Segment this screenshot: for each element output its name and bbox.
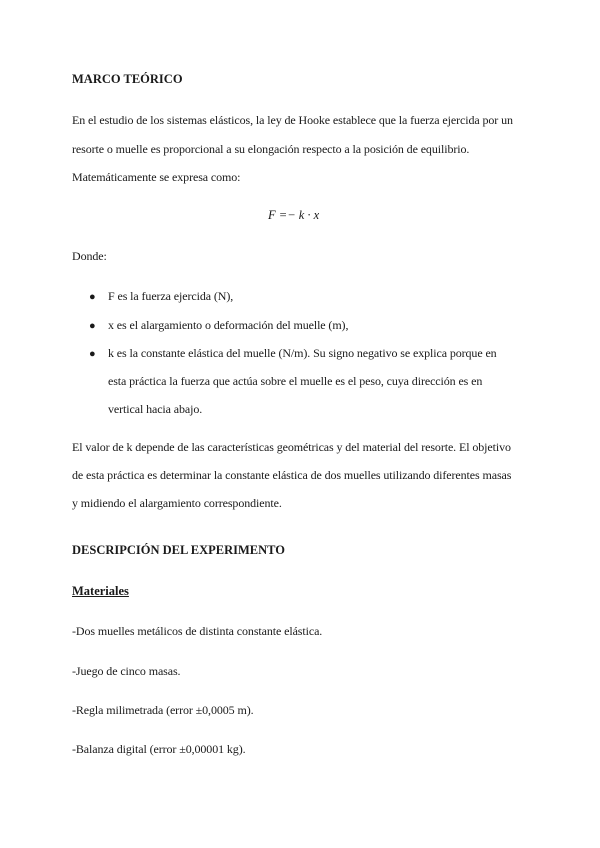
section-title-descripcion: DESCRIPCIÓN DEL EXPERIMENTO <box>72 543 286 557</box>
hooke-formula: F =− k · x <box>268 208 320 222</box>
material-item-regla: -Regla milimetrada (error ±0,0005 m). <box>72 703 254 717</box>
section-title-marco-teorico: MARCO TEÓRICO <box>72 72 183 86</box>
bullet-icon: ● <box>89 291 96 303</box>
bullet-item-x: x es el alargamiento o deformación del muelle (m), <box>108 318 349 332</box>
material-item-muelles: -Dos muelles metálicos de distinta constante elástica. <box>72 624 323 638</box>
bullet-item-k-line-2: esta práctica la fuerza que actúa sobre el muelle es el peso, cuya dirección es en <box>108 374 483 388</box>
donde-label: Donde: <box>72 249 107 263</box>
intro-line-3: Matemáticamente se expresa como: <box>72 170 241 184</box>
material-item-masas: -Juego de cinco masas. <box>72 664 181 678</box>
intro-line-1: En el estudio de los sistemas elásticos, la ley de Hooke establece que la fuerza ejercida por un <box>72 113 513 127</box>
bullet-icon: ● <box>89 320 96 332</box>
bullet-icon: ● <box>89 348 96 360</box>
closing-line-1: El valor de k depende de las características geométricas y del material del resorte. El objetivo <box>72 440 511 454</box>
closing-line-2: de esta práctica es determinar la constante elástica de dos muelles utilizando diferentes masas <box>72 468 512 482</box>
bullet-item-f: F es la fuerza ejercida (N), <box>108 289 234 303</box>
intro-line-2: resorte o muelle es proporcional a su elongación respecto a la posición de equilibrio. <box>72 142 470 156</box>
bullet-item-k-line-1: k es la constante elástica del muelle (N/m). Su signo negativo se explica porque en <box>108 346 497 360</box>
materials-heading: Materiales <box>72 584 129 598</box>
closing-line-3: y midiendo el alargamiento correspondiente. <box>72 496 282 510</box>
material-item-balanza: -Balanza digital (error ±0,00001 kg). <box>72 742 246 756</box>
bullet-item-k-line-3: vertical hacia abajo. <box>108 402 203 416</box>
